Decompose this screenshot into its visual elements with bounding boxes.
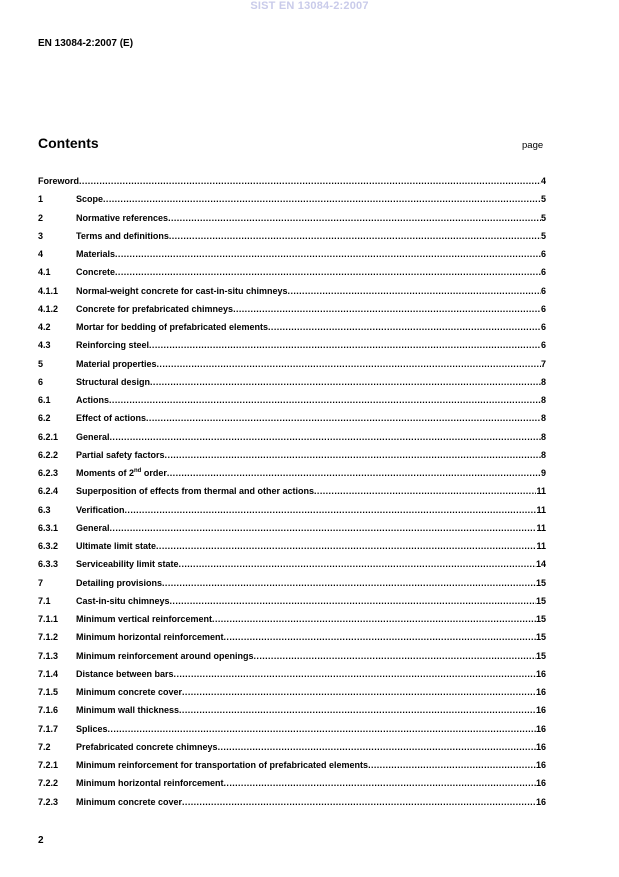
dot-leader (103, 192, 541, 206)
dot-leader (288, 284, 541, 298)
toc-entry-number: 4.1 (38, 267, 51, 278)
toc-entry-page: 6 (540, 285, 546, 296)
toc-entry-page: 5 (540, 230, 546, 241)
dot-leader (150, 375, 541, 389)
toc-entry[interactable] (38, 393, 546, 411)
toc-entry-title: Material properties (76, 358, 157, 369)
dot-leader (115, 247, 541, 261)
toc-entry-page: 8 (540, 431, 546, 442)
toc-entry-page: 15 (535, 577, 546, 588)
toc-entry-page: 5 (540, 194, 546, 205)
toc-entry-title: Reinforcing steel (76, 340, 150, 351)
toc-entry-number: 7.1.4 (38, 668, 59, 679)
toc-entry-page: 16 (535, 668, 546, 679)
toc-entry[interactable] (38, 430, 546, 448)
table-of-contents (38, 174, 546, 813)
toc-entry-number: 6.1 (38, 395, 51, 405)
dot-leader (174, 667, 536, 681)
toc-entry-title: General (76, 522, 110, 533)
toc-entry-number: 6.2.3 (38, 468, 59, 478)
toc-entry[interactable] (38, 229, 546, 247)
toc-entry-title: Minimum reinforcement for transportation of prefabricated elements (76, 760, 369, 770)
toc-entry-superscript: nd (134, 468, 142, 474)
toc-entry-number: 6.2.1 (38, 431, 59, 442)
toc-entry-page: 16 (535, 741, 546, 752)
toc-entry-page: 8 (540, 449, 546, 460)
toc-entry[interactable] (38, 411, 546, 429)
toc-entry-title: Distance between bars (76, 668, 174, 679)
toc-entry[interactable] (38, 192, 546, 210)
toc-entry-page: 7 (540, 358, 546, 369)
toc-entry[interactable] (38, 503, 546, 521)
toc-entry-page: 16 (535, 796, 546, 807)
toc-entry-number: 4.1.1 (38, 285, 59, 296)
dot-leader (169, 229, 541, 243)
dot-leader (212, 612, 536, 626)
toc-entry-title-suffix: order (141, 468, 167, 478)
toc-entry-title-text: Moments of 2 (76, 468, 135, 478)
toc-entry-number: 6.3.3 (38, 559, 59, 570)
toc-entry-number: 6.3 (38, 504, 51, 515)
dot-leader (156, 539, 536, 553)
toc-entry-number: 7.2 (38, 741, 51, 752)
toc-entry-title (76, 466, 167, 480)
toc-entry-title: Normative references (76, 212, 169, 223)
toc-entry-number: 1 (38, 194, 44, 205)
toc-entry[interactable] (38, 576, 546, 594)
dot-leader (79, 174, 541, 188)
dot-leader (182, 685, 536, 699)
toc-entry[interactable] (38, 557, 546, 575)
toc-entry-title: Minimum reinforcement around openings (76, 650, 254, 661)
toc-entry-title: Effect of actions (76, 413, 147, 424)
dot-leader (109, 393, 541, 407)
toc-entry-page: 15 (535, 632, 546, 643)
toc-entry-page: 5 (540, 212, 546, 223)
toc-entry-number: 6.3.1 (38, 522, 59, 533)
toc-entry[interactable] (38, 667, 546, 685)
dot-leader (170, 594, 536, 608)
toc-entry-page: 15 (535, 650, 546, 661)
toc-entry-title: Serviceability limit state (76, 559, 179, 570)
page-column-label: page (522, 140, 544, 151)
toc-entry-page: 6 (540, 322, 546, 332)
toc-entry[interactable] (38, 685, 546, 703)
toc-entry-number: 7.1.3 (38, 650, 59, 661)
toc-entry-title: Detailing provisions (76, 577, 163, 588)
toc-entry[interactable] (38, 612, 546, 630)
document-identifier: EN 13084-2:2007 (E) (38, 38, 134, 49)
toc-entry-number: 6.2.4 (38, 486, 59, 497)
toc-entry-title: Terms and definitions (76, 230, 169, 241)
toc-entry-page: 9 (540, 468, 546, 478)
toc-entry[interactable] (38, 758, 546, 776)
dot-leader (167, 466, 541, 480)
toc-entry-title: Partial safety factors (76, 449, 165, 460)
toc-entry-number: 7.2.2 (38, 778, 59, 789)
toc-entry-title: Minimum horizontal reinforcement (76, 632, 224, 643)
toc-entry-page: 14 (535, 559, 546, 570)
contents-heading: Contents (38, 135, 99, 151)
toc-entry-title: Superposition of effects from thermal and other actions (76, 486, 315, 497)
toc-entry-number: 7.1.1 (38, 614, 59, 624)
dot-leader (110, 521, 537, 535)
toc-entry-page: 8 (540, 413, 546, 424)
toc-entry-title: Minimum horizontal reinforcement (76, 778, 224, 789)
toc-entry[interactable] (38, 649, 546, 667)
toc-entry-number: 5 (38, 358, 44, 369)
toc-entry-number: 7.1.6 (38, 705, 59, 716)
toc-entry-page: 6 (540, 267, 546, 278)
dot-leader (168, 211, 541, 225)
toc-entry-page: 16 (535, 778, 546, 789)
toc-entry[interactable] (38, 521, 546, 539)
dot-leader (179, 703, 536, 717)
toc-entry-title: Structural design (76, 376, 151, 387)
toc-entry-title: Actions (76, 395, 110, 405)
toc-entry-title: Mortar for bedding of prefabricated elements (76, 322, 269, 332)
toc-entry[interactable] (38, 357, 546, 375)
toc-entry-number: 7.1.2 (38, 632, 59, 643)
toc-entry-page: 11 (536, 541, 546, 551)
toc-entry-page: 6 (540, 249, 546, 259)
toc-entry-title: Concrete for prefabricated chimneys (76, 303, 234, 314)
toc-entry[interactable] (38, 211, 546, 229)
toc-entry-page: 15 (535, 614, 546, 624)
dot-leader (108, 722, 536, 736)
dot-leader (162, 576, 536, 590)
toc-entry-title: Cast-in-situ chimneys (76, 595, 170, 606)
toc-entry-number: 6.2 (38, 413, 51, 424)
toc-entry-page: 11 (536, 504, 546, 515)
toc-entry-number: 7.2.3 (38, 796, 59, 807)
dot-leader (224, 630, 536, 644)
toc-entry-number: 3 (38, 230, 44, 241)
toc-entry-number: 6.2.2 (38, 449, 59, 460)
toc-entry-number: 7 (38, 577, 44, 588)
toc-entry-title: Ultimate limit state (76, 541, 157, 551)
toc-entry-number: 4.3 (38, 340, 51, 351)
toc-entry[interactable] (38, 539, 546, 557)
toc-entry[interactable] (38, 466, 546, 484)
toc-entry-page: 8 (540, 376, 546, 387)
toc-entry-number: 6 (38, 376, 44, 387)
toc-entry-page: 6 (540, 303, 546, 314)
toc-entry[interactable] (38, 375, 546, 393)
dot-leader (149, 338, 541, 352)
page-number: 2 (38, 835, 44, 846)
toc-entry-title: Scope (76, 194, 104, 205)
dot-leader (254, 649, 536, 663)
watermark: SIST EN 13084-2:2007 (250, 0, 369, 12)
toc-entry-title: Normal-weight concrete for cast-in-situ chimneys (76, 285, 288, 296)
toc-entry-page: 11 (536, 522, 546, 533)
toc-entry[interactable] (38, 265, 546, 283)
toc-entry-number: 7.1 (38, 595, 51, 606)
toc-entry-title: Materials (76, 249, 116, 259)
toc-entry[interactable] (38, 320, 546, 338)
toc-entry-title: Minimum wall thickness (76, 705, 180, 716)
dot-leader (268, 320, 541, 334)
dot-leader (182, 795, 536, 809)
toc-entry-page: 16 (535, 723, 546, 734)
dot-leader (110, 430, 541, 444)
toc-entry[interactable] (38, 174, 546, 192)
toc-entry-page: 4 (540, 176, 546, 186)
toc-entry-number: 7.2.1 (38, 760, 59, 770)
toc-entry-title: Minimum vertical reinforcement (76, 614, 213, 624)
toc-entry[interactable] (38, 338, 546, 356)
toc-entry-page: 16 (535, 705, 546, 716)
toc-entry[interactable] (38, 284, 546, 302)
toc-entry[interactable] (38, 302, 546, 320)
dot-leader (218, 740, 536, 754)
toc-entry-page: 8 (540, 395, 546, 405)
toc-entry[interactable] (38, 776, 546, 794)
toc-entry[interactable] (38, 703, 546, 721)
dot-leader (224, 776, 536, 790)
toc-entry-title: Concrete (76, 267, 116, 278)
toc-entry-page: 11 (536, 486, 546, 497)
toc-entry[interactable] (38, 448, 546, 466)
toc-entry[interactable] (38, 594, 546, 612)
toc-entry[interactable] (38, 247, 546, 265)
dot-leader (115, 265, 541, 279)
toc-entry-title: Prefabricated concrete chimneys (76, 741, 218, 752)
toc-entry[interactable] (38, 795, 546, 813)
toc-entry-page: 15 (535, 595, 546, 606)
dot-leader (125, 503, 537, 517)
toc-entry-title: Splices (76, 723, 108, 734)
dot-leader (165, 448, 541, 462)
toc-entry-title: Foreword (38, 176, 80, 186)
dot-leader (157, 357, 541, 371)
toc-entry-title: Minimum concrete cover (76, 687, 183, 697)
toc-entry-number: 4.1.2 (38, 303, 59, 314)
dot-leader (179, 557, 536, 571)
dot-leader (146, 411, 541, 425)
toc-entry-page: 16 (535, 687, 546, 697)
toc-entry-title: Verification (76, 504, 125, 515)
toc-entry-number: 2 (38, 212, 44, 223)
dot-leader (233, 302, 541, 316)
toc-entry[interactable] (38, 740, 546, 758)
toc-entry-number: 7.1.5 (38, 687, 59, 697)
toc-entry-number: 7.1.7 (38, 723, 59, 734)
toc-entry-number: 4 (38, 249, 44, 259)
toc-entry[interactable] (38, 484, 546, 502)
dot-leader (368, 758, 536, 772)
toc-entry-page: 16 (535, 760, 546, 770)
dot-leader (314, 484, 536, 498)
toc-entry-page: 6 (540, 340, 546, 351)
toc-entry[interactable] (38, 630, 546, 648)
toc-entry-number: 6.3.2 (38, 541, 59, 551)
toc-entry[interactable] (38, 722, 546, 740)
toc-entry-number: 4.2 (38, 322, 51, 332)
toc-entry-title: Minimum concrete cover (76, 796, 183, 807)
toc-entry-title: General (76, 431, 110, 442)
